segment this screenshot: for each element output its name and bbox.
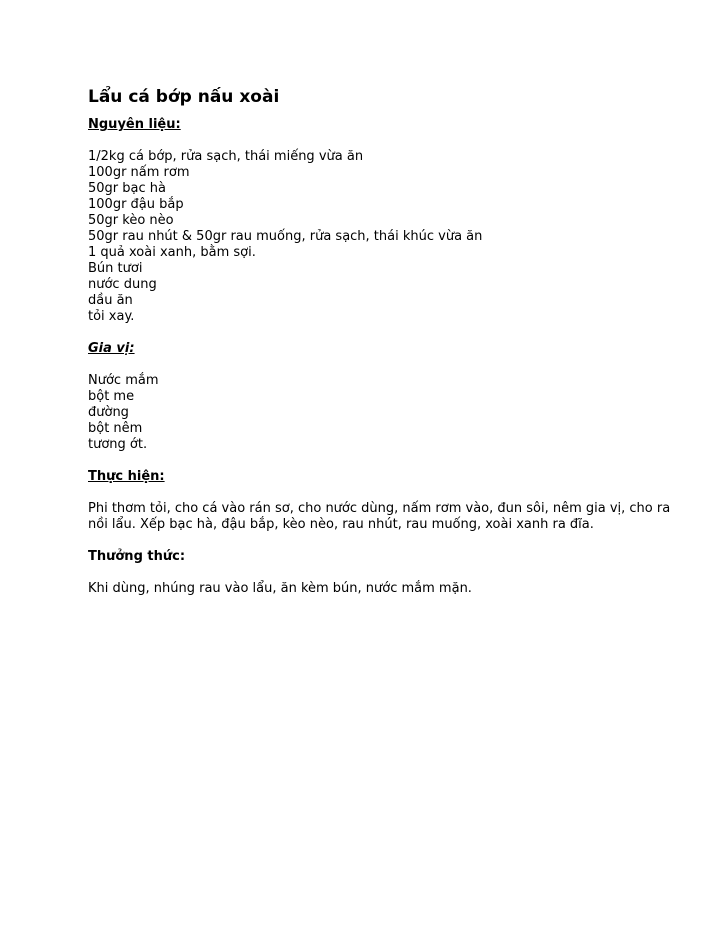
seasoning-item: đường [88,405,129,420]
spacer [88,453,688,469]
serving-text: Khi dùng, nhúng rau vào lẩu, ăn kèm bún, nước mắm mặn. [88,581,472,596]
ingredients-heading: Nguyên liệu: [88,117,181,132]
seasoning-item: bột nêm [88,421,143,436]
seasoning-item: bột me [88,389,135,404]
spacer [88,565,688,581]
ingredient-item: Bún tươi [88,261,143,276]
ingredients-list [88,149,688,325]
serving-heading: Thưởng thức: [88,549,186,564]
ingredient-item: 50gr rau nhút & 50gr rau muống, rửa sạch, thái khúc vừa ăn [88,229,483,244]
seasoning-list [88,373,688,453]
spacer [88,325,688,341]
ingredient-item: 50gr kèo nèo [88,213,174,228]
ingredient-item: 100gr đậu bắp [88,197,184,212]
seasoning-heading: Gia vị: [88,341,135,356]
ingredient-item: nước dung [88,277,157,292]
ingredient-item: 1/2kg cá bớp, rửa sạch, thái miếng vừa ăn [88,149,364,164]
ingredient-item: dầu ăn [88,293,133,308]
method-text: Phi thơm tỏi, cho cá vào rán sơ, cho nước dùng, nấm rơm vào, đun sôi, nêm gia vị, cho ra nồi lẩu. Xếp bạc hà, đậu bắp, kèo nèo, rau nhút, rau muống, xoài xanh ra đĩa. [88,501,671,532]
method-heading: Thực hiện: [88,469,165,484]
seasoning-item: Nước mắm [88,373,159,388]
spacer [88,133,688,149]
ingredient-item: 100gr nấm rơm [88,165,190,180]
ingredient-item: 1 quả xoài xanh, bằm sợi. [88,245,256,260]
spacer [88,357,688,373]
ingredient-item: 50gr bạc hà [88,181,166,196]
spacer [88,533,688,549]
spacer [88,485,688,501]
seasoning-item: tương ớt. [88,437,148,452]
recipe-document [88,86,688,597]
recipe-title: Lẩu cá bớp nấu xoài [88,87,280,107]
ingredient-item: tỏi xay. [88,309,135,324]
